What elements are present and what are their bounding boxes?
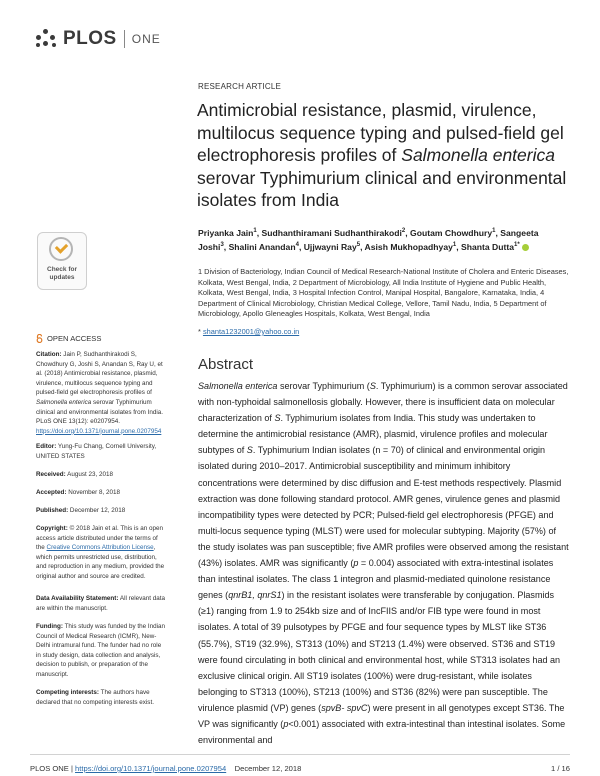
- accepted-block: [36, 488, 166, 498]
- author-affiliation-marker: 2: [401, 228, 406, 234]
- citation-text-2: serovar Typhimurium clinical and environmental isolates from India. PLoS ONE 13(12): e0207954.: [36, 398, 164, 426]
- author-name: Priyanka Jain: [198, 227, 254, 238]
- citation-block: [36, 350, 166, 436]
- abstract-text-run: . Typhimurium) is a common serovar associated with non-typhoidal salmonellosis globally. However, there is insufficient data on molecular characterization of: [198, 381, 568, 424]
- author-affiliation-marker: 1: [492, 228, 496, 234]
- funding-label: Funding:: [36, 623, 63, 630]
- check-updates-label: [38, 266, 86, 282]
- orcid-icon[interactable]: [522, 244, 529, 251]
- check-updates-icon: [49, 237, 73, 261]
- footer-divider: [30, 754, 570, 755]
- competing-text: The authors have declared that no competing interests exist.: [36, 689, 154, 706]
- open-lock-icon: [36, 334, 43, 343]
- published-label: Published:: [36, 507, 69, 514]
- plos-brand: PLOS: [63, 28, 117, 49]
- footer-journal: PLOS ONE: [30, 764, 69, 773]
- citation-text-1: Jain P, Sudhanthirakodi S, Chowdhury G, Joshi S, Anandan S, Ray U, et al. (2018) Antimicrobial resistance, plasmid, virulence, multilocus sequence typing and pulsed-field gel electrophoresis profiles of: [36, 351, 163, 397]
- abstract-text-run: serovar Typhimurium (: [277, 381, 370, 391]
- copyright-text-2: , which permits unrestricted use, distribution, and reproduction in any medium, provided the original author and source are credited.: [36, 544, 165, 580]
- footer: [30, 764, 301, 773]
- abstract-text-run: = 0.004) associated with extra-intestinal isolates than intestinal isolates. The class 1 integron and plasmid-mediated quinolone resistance genes (: [198, 558, 554, 601]
- abstract-italic-run: S: [369, 381, 376, 391]
- author-affiliation-marker: 3: [220, 241, 224, 248]
- author-affiliation-marker: 1: [253, 228, 257, 234]
- data-availability-label: Data Availability Statement:: [36, 595, 119, 602]
- check-for-updates-button[interactable]: [37, 232, 87, 290]
- corresponding-email: [198, 327, 299, 336]
- plos-logo-dots-icon: [34, 27, 60, 51]
- abstract-italic-run: S: [274, 413, 281, 424]
- citation-doi-link[interactable]: https://doi.org/10.1371/journal.pone.0207954: [36, 427, 162, 435]
- author-name: Asish Mukhopadhyay: [364, 241, 453, 252]
- received-date: August 23, 2018: [65, 471, 114, 478]
- email-prefix: *: [198, 327, 203, 336]
- author-name: Sudhanthiramani Sudhanthirakodi: [261, 227, 402, 238]
- accepted-label: Accepted:: [36, 489, 67, 496]
- article-title: [197, 99, 567, 212]
- abstract-italic-run: p: [353, 558, 359, 569]
- affiliations: 1 Division of Bacteriology, Indian Council of Medical Research-National Institute of Cholera and Enteric Diseases, Kolkata, West Bengal, India, 2 Department of Microbiology, All India Institute of Hygiene and Public Health, Kolkata, West Bengal, India, 3 Hospital Infection Control, Manipal Hospital, Bangalore, Karnataka, India, 4 Department of Clinical Microbiology, Christian Medical College, Vellore, Tamil Nadu, India, 5 Department of Microbiology, Apollo Gleneagles Hospitals, Kolkata, West Bengal, India: [198, 267, 569, 318]
- abstract-italic-run: qnrB1, qnrS1: [228, 590, 282, 601]
- funding-block: [36, 622, 166, 680]
- editor-text: Yung-Fu Chang, Cornell University, UNITED STATES: [36, 443, 157, 460]
- abstract-heading: Abstract: [198, 356, 254, 373]
- author-affiliation-marker: 1*: [514, 241, 520, 248]
- title-part-1: Antimicrobial resistance, plasmid, virulence, multilocus sequence typing and pulsed-field gel electrophoresis profiles of: [197, 100, 564, 165]
- author-name: Shanta Dutta: [461, 241, 515, 252]
- open-access-label: [36, 334, 101, 343]
- open-access-text: OPEN ACCESS: [47, 334, 102, 343]
- editor-label: Editor:: [36, 443, 57, 450]
- abstract-text-run: ) were present in all genotypes except ST36. The VP was significantly (: [198, 702, 565, 729]
- funding-text: This study was funded by the Indian Council of Medical Research (ICMR), New-Delhi intramural fund. The funder had no role in study design, data collection and analysis, decision to publish, or preparation of the manuscript.: [36, 623, 166, 678]
- badge-line-2: updates: [49, 274, 75, 281]
- data-availability-block: [36, 594, 166, 613]
- author-name: Sangeeta Joshi: [198, 227, 539, 252]
- author-name: Ujjwayni Ray: [303, 241, 357, 252]
- plos-one-logo[interactable]: [34, 26, 161, 52]
- author-affiliation-marker: 1: [452, 241, 457, 248]
- editor-block: [36, 442, 166, 461]
- journal-name: ONE: [131, 32, 161, 46]
- logo-divider: [124, 30, 125, 48]
- abstract-italic-run: Salmonella enterica: [198, 381, 278, 391]
- abstract-italic-run: p: [283, 718, 289, 729]
- accepted-date: November 8, 2018: [66, 489, 121, 496]
- abstract-italic-run: spvB- spvC: [321, 702, 368, 713]
- copyright-label: Copyright:: [36, 525, 68, 532]
- abstract-text-run: ) in the resistant isolates were transferable by conjugation. Plasmids (≥1) ranging from 1.9 to 254kb size and of IncFIIS and/or FIB type were found in most isolates. A total of 39 pulsotypes by PFGE and four sequence types by MLST like ST36 (55.7%), ST19 (32.9%), ST313 (10%) and ST213 (1.4%) were observed. ST36 and ST19 were found circulating in both clinical and environmental host, while ST313 isolates had an exclusive clinical origin. All ST19 isolates (100%) were drug-resistant, while isolates belonging to ST313 (100%), ST213 (100%) and ST36 (82%) were pan susceptible. The virulence plasmid (VP) genes (: [198, 590, 561, 713]
- article-type-label: RESEARCH ARTICLE: [198, 82, 282, 91]
- copyright-block: [36, 524, 166, 582]
- published-date: December 12, 2018: [68, 507, 126, 514]
- published-block: [36, 506, 166, 516]
- data-availability-text: All relevant data are within the manuscript.: [36, 595, 166, 612]
- abstract-text-run: . Typhimurium Indian isolates (n = 70) of clinical and environmental origin isolated during 2010–2017. Antimicrobial susceptibility and minimum inhibitory concentrations were determined by disc diffusion and E-test methods respectively. Plasmid extraction was done following standard protocol. AMR genes, virulence genes and plasmid incompatibility types were detected by PCR; Pulsed-field gel electrophoresis (PFGE) and multi-locus sequence typing (MLST) were used for molecular subtyping. Majority (57%) of the study isolates was pan susceptible; five AMR profiles were observed among the resistant (43%) isolates. AMR was significantly (: [198, 445, 569, 569]
- author-affiliation-marker: 4: [295, 241, 299, 248]
- received-label: Received:: [36, 471, 66, 478]
- page-number: 1 / 16: [551, 764, 570, 773]
- email-link[interactable]: shanta1232001@yahoo.co.in: [202, 327, 300, 336]
- license-link[interactable]: Creative Commons Attribution License: [46, 544, 154, 552]
- competing-label: Competing interests:: [36, 689, 99, 696]
- badge-line-1: Check for: [47, 266, 77, 273]
- author-affiliation-marker: 5: [356, 241, 361, 248]
- received-block: [36, 470, 166, 480]
- footer-separator: |: [68, 764, 76, 773]
- abstract-text-run: <0.001) associated with extra-intestinal than intestinal isolates. Some environmental and: [198, 718, 566, 746]
- author-list: Priyanka Jain$^1$, Sudhanthiramani Sudhanthirakodi$^2$, Goutam Chowdhury$^1$, Sangeeta Joshi$^3$, Shalini Anandan$^4$, Ujjwayni Ray$^5$, Asish Mukhopadhyay$^1$, Shanta Dutta$^{1*}$: [198, 227, 539, 252]
- footer-doi-link[interactable]: https://doi.org/10.1371/journal.pone.0207954: [75, 764, 227, 773]
- abstract-text: [198, 378, 570, 748]
- title-italic: Salmonella enterica: [401, 145, 555, 165]
- copyright-text-1: © 2018 Jain et al. This is an open access article distributed under the terms of the: [36, 525, 164, 552]
- author-name: Goutam Chowdhury: [410, 227, 493, 238]
- author-name: Shalini Anandan: [228, 241, 296, 252]
- title-part-2: serovar Typhimurium clinical and environmental isolates from India: [197, 167, 567, 210]
- competing-interests-block: [36, 688, 166, 707]
- abstract-text-run: . Typhimurium isolates from India. This study was undertaken to determine the antimicrobial resistance (AMR), plasmid, virulence profiles and molecular subtypes of: [198, 413, 548, 456]
- abstract-italic-run: S: [246, 445, 253, 456]
- citation-italic: Salmonella enterica: [36, 398, 92, 406]
- citation-label: Citation:: [36, 351, 62, 358]
- footer-date: December 12, 2018: [234, 764, 302, 773]
